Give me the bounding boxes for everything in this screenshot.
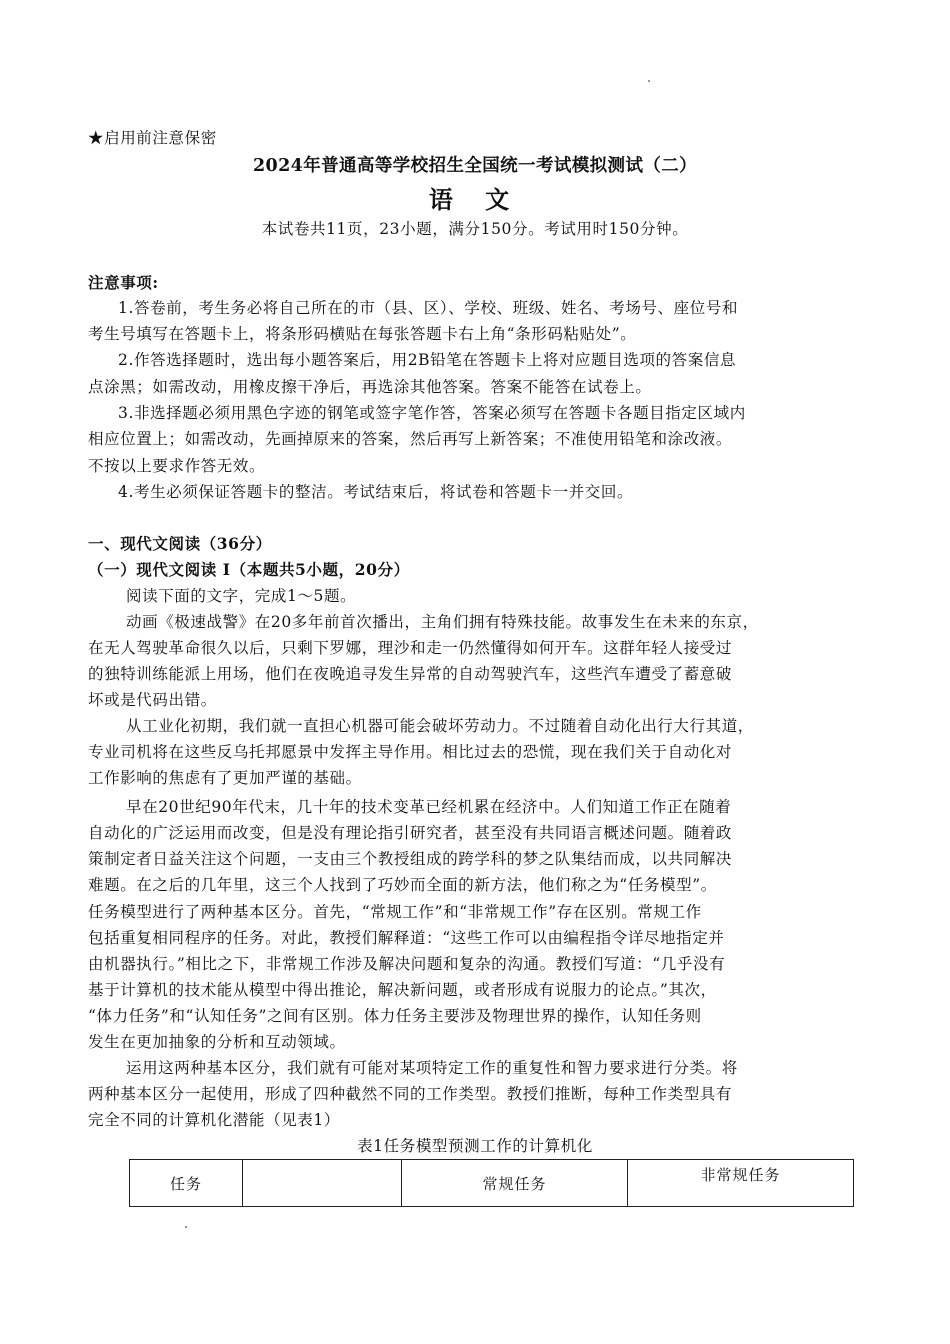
table-header-cell	[243, 1160, 402, 1207]
passage-line: 任务模型进行了两种基本区分。首先，“常规工作”和“非常规工作”存在区别。常规工作	[88, 903, 702, 921]
subsection-heading: （一）现代文阅读 I（本题共5小题，20分）	[88, 560, 410, 579]
passage-line: 在无人驾驶革命很久以后，只剩下罗娜，理沙和走一仍然懂得如何开车。这群年轻人接受过	[88, 639, 733, 657]
passage-line: 运用这两种基本区分，我们就有可能对某项特定工作的重复性和智力要求进行分类。将	[126, 1059, 738, 1077]
passage-line: 发生在更加抽象的分析和互动领域。	[88, 1033, 346, 1051]
passage-line: 难题。在之后的几年里，这三个人找到了巧妙而全面的新方法，他们称之为“任务模型”。	[88, 876, 717, 894]
passage-line: 完全不同的计算机化潜能（见表1）	[88, 1111, 340, 1129]
subject-title: 语 文	[428, 185, 522, 214]
scan-speck	[185, 1226, 187, 1228]
scan-speck	[648, 80, 650, 82]
table-header-cell: 任务	[130, 1160, 243, 1207]
note-line: 2.作答选择题时，选出每小题答案后，用2B铅笔在答题卡上将对应题目选项的答案信息	[118, 351, 737, 369]
passage-line: 两种基本区分一起使用，形成了四种截然不同的工作类型。教授们推断，每种工作类型具有	[88, 1085, 733, 1103]
secret-note: ★启用前注意保密	[88, 129, 217, 147]
passage-line: “体力任务”和“认知任务”之间有区别。体力任务主要涉及物理世界的操作，认知任务则	[88, 1007, 702, 1025]
table-header-cell: 常规任务	[402, 1160, 628, 1207]
task-model-table	[129, 1159, 854, 1207]
note-line: 4.考生必须保证答题卡的整洁。考试结束后，将试卷和答题卡一并交回。	[118, 483, 634, 501]
passage-line: 策制定者日益关注这个问题，一支由三个教授组成的跨学科的梦之队集结而成，以共同解决	[88, 850, 733, 868]
passage-line: 专业司机将在这些反乌托邦愿景中发挥主导作用。相比过去的恐慌，现在我们关于自动化对	[88, 743, 733, 761]
note-line: 3.非选择题必须用黑色字迹的钢笔或签字笔作答，答案必须写在答题卡各题目指定区域内	[118, 404, 746, 422]
note-line: 相应位置上；如需改动，先画掉原来的答案，然后再写上新答案；不准使用铅笔和涂改液。	[88, 430, 733, 448]
passage-line: 包括重复相同程序的任务。对此，教授们解释道：“这些工作可以由编程指令详尽地指定并	[88, 929, 725, 947]
passage-line: 坏或是代码出错。	[88, 691, 217, 709]
note-line: 考生号填写在答题卡上，将条形码横贴在每张答题卡右上角“条形码粘贴处”。	[88, 325, 637, 343]
table-caption: 表1任务模型预测工作的计算机化	[357, 1137, 593, 1155]
notes-heading: 注意事项:	[88, 273, 159, 292]
passage-line: 工作影响的焦虑有了更加严谨的基础。	[88, 769, 362, 787]
passage-line: 基于计算机的技术能从模型中得出推论，解决新问题，或者形成有说服力的论点。”其次，	[88, 981, 717, 999]
note-line: 1.答卷前，考生务必将自己所在的市（县、区）、学校、班级、姓名、考场号、座位号和	[118, 299, 739, 317]
exam-info: 本试卷共11页，23小题，满分150分。考试用时150分钟。	[261, 220, 689, 238]
passage-line: 由机器执行。”相比之下，非常规工作涉及解决问题和复杂的沟通。教授们写道：“几乎没有	[88, 955, 726, 973]
section-heading: 一、现代文阅读（36分）	[88, 534, 272, 553]
note-line: 不按以上要求作答无效。	[88, 457, 266, 475]
passage-line: 从工业化初期，我们就一直担心机器可能会破坏劳动力。不过随着自动化出行大行其道，	[126, 717, 754, 735]
passage-line: 自动化的广泛运用而改变，但是没有理论指引研究者，甚至没有共同语言概述问题。随着政	[88, 824, 733, 842]
note-line: 点涂黑；如需改动，用橡皮擦干净后，再选涂其他答案。答案不能答在试卷上。	[88, 378, 652, 396]
passage-line: 早在20世纪90年代末，几十年的技术变革已经机累在经济中。人们知道工作正在随着	[126, 798, 732, 816]
table-header-cell: 非常规任务	[628, 1160, 854, 1207]
exam-title: 2024年普通高等学校招生全国统一考试模拟测试（二）	[252, 156, 698, 176]
table-header-row	[130, 1160, 854, 1207]
passage-line: 动画《极速战警》在20多年前首次播出，主角们拥有特殊技能。故事发生在未来的东京，	[126, 613, 759, 631]
passage-line: 的独特训练能派上用场，他们在夜晚追寻发生异常的自动驾驶汽车，这些汽车遭受了蓄意破	[88, 665, 733, 683]
reading-instruction: 阅读下面的文字，完成1～5题。	[126, 587, 357, 605]
